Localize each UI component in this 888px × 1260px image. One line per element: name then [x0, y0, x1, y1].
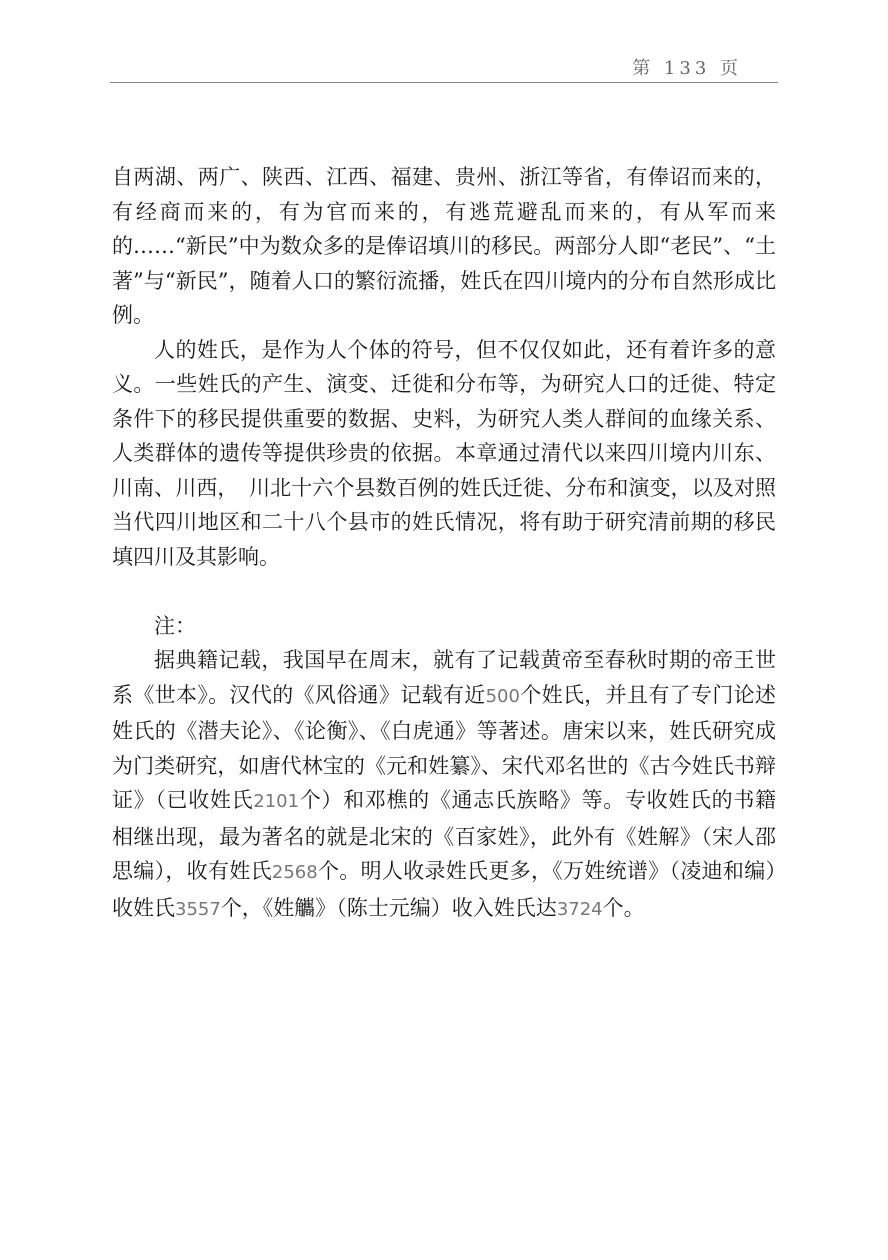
note-paragraph	[112, 643, 776, 927]
page-number: 第 133 页	[632, 58, 742, 79]
note-label: 注：	[154, 613, 196, 638]
page-header	[110, 52, 778, 83]
note-number: 3724	[556, 898, 603, 920]
paragraph-gap	[112, 574, 776, 609]
note-number: 3557	[175, 898, 221, 920]
note-text: 个。	[602, 895, 645, 920]
note-number: 2101	[253, 791, 300, 812]
note-number: 500	[485, 685, 520, 707]
note-text: 个，《姓觿》（陈士元编）收入姓氏达	[220, 895, 557, 920]
note-text: 个）和邓樵的《通志氏族略》等。专收姓氏的书籍相继出现，最为著名的就是北宋的《百家姓》，此外有《姓解》（宋人邵思编），收有姓氏	[112, 788, 777, 883]
note-number: 2568	[271, 862, 318, 883]
note-text: 个。明人收录姓氏更多，《万姓统谱》（凌迪和编）收姓氏	[112, 859, 777, 920]
note-text: 个姓氏，并且有了专门论述姓氏的《潜夫论》、《论衡》、《白虎通》等著述。唐宋以来，姓氏研究成为门类研究，如唐代林宝的《元和姓纂》、宋代邓名世的《古今姓氏书辩证》（已收姓氏	[112, 682, 777, 812]
paragraph-2: 人的姓氏，是作为人个体的符号，但不仅仅如此，还有着许多的意义。一些姓氏的产生、演变、迁徙和分布等，为研究人口的迁徙、特定条件下的移民提供重要的数据、史料，为研究人类人群间的血缘关系、人类群体的遗传等提供珍贵的依据。本章通过清代以来四川境内川东、川南、川西， 川北十六个县数百例的姓氏迁徙、分布和演变，以及对照当代四川地区和二十八个县市的姓氏情况，将有助于研究清前期的移民填四川及其影响。	[112, 337, 776, 569]
text-body	[112, 160, 776, 927]
note-text: 据典籍记载，我国早在周末，就有了记载黄帝至春秋时期的帝王世系《世本》。汉代的《风俗通》记载有近	[112, 648, 776, 707]
paragraph-1: 自两湖、两广、陕西、江西、福建、贵州、浙江等省，有俸诏而来的，有经商而来的，有为官而来的，有逃荒避乱而来的，有从军而来的……“新民”中为数众多的是俸诏填川的移民。两部分人即“老民”、“土著”与“新民”，随着人口的繁衍流播，姓氏在四川境内的分布自然形成比例。	[112, 165, 776, 327]
